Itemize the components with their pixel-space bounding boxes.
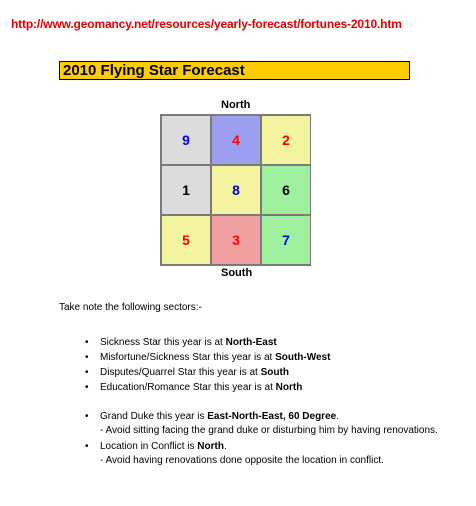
bullet-icon: • bbox=[85, 352, 89, 363]
item-subnote: - Avoid sitting facing the grand duke or disturbing him by having renovations. bbox=[100, 425, 438, 436]
sectors-intro: Take note the following sectors:- bbox=[59, 302, 202, 313]
item-highlight: East-North-East, 60 Degree bbox=[207, 411, 337, 422]
grid-cell bbox=[211, 115, 261, 165]
list-item bbox=[84, 365, 464, 380]
source-url[interactable]: http://www.geomancy.net/resources/yearly-forecast/fortunes-2010.htm bbox=[11, 17, 402, 31]
item-text: Location in Conflict is bbox=[100, 441, 198, 452]
star-number: 7 bbox=[282, 232, 290, 248]
grid-cell bbox=[161, 165, 211, 215]
flying-star-grid bbox=[160, 114, 311, 266]
star-number: 4 bbox=[232, 132, 240, 148]
item-highlight: South-West bbox=[275, 352, 331, 363]
grid-cell bbox=[261, 115, 311, 165]
grid-cell bbox=[261, 165, 311, 215]
list-item bbox=[84, 380, 464, 395]
bullet-icon: • bbox=[85, 441, 89, 452]
star-number: 8 bbox=[232, 182, 240, 198]
page-title: 2010 Flying Star Forecast bbox=[63, 62, 245, 79]
list-item bbox=[84, 350, 464, 365]
grid-cell bbox=[161, 115, 211, 165]
south-label: South bbox=[221, 267, 253, 279]
star-number: 3 bbox=[232, 232, 240, 248]
bullet-icon: • bbox=[85, 367, 89, 378]
item-text: Sickness Star this year is at bbox=[100, 337, 226, 348]
title-banner bbox=[59, 61, 410, 80]
item-highlight: North bbox=[275, 382, 303, 393]
list-item bbox=[84, 439, 464, 467]
north-label: North bbox=[221, 99, 251, 111]
star-number: 6 bbox=[282, 182, 290, 198]
grid-cell bbox=[211, 215, 261, 265]
item-text: Education/Romance Star this year is at bbox=[100, 382, 276, 393]
item-subnote: - Avoid having renovations done opposite the location in conflict. bbox=[100, 455, 384, 466]
item-highlight: North-East bbox=[225, 337, 277, 348]
bullet-icon: • bbox=[85, 382, 89, 393]
grid-cell bbox=[161, 215, 211, 265]
item-tail: . bbox=[223, 441, 227, 452]
grid-cell bbox=[261, 215, 311, 265]
star-number: 5 bbox=[182, 232, 190, 248]
list-item bbox=[84, 335, 464, 350]
sector-list bbox=[84, 335, 464, 395]
list-item bbox=[84, 409, 464, 437]
star-number: 2 bbox=[282, 132, 290, 148]
detail-list bbox=[84, 409, 464, 467]
item-text: Misfortune/Sickness Star this year is at bbox=[100, 352, 276, 363]
item-highlight: South bbox=[260, 367, 289, 378]
bullet-icon: • bbox=[85, 411, 89, 422]
grid-cell bbox=[211, 165, 261, 215]
item-tail: . bbox=[336, 411, 339, 422]
item-text: Grand Duke this year is bbox=[100, 411, 208, 422]
star-number: 1 bbox=[182, 182, 190, 198]
item-text: Disputes/Quarrel Star this year is at bbox=[100, 367, 261, 378]
star-number: 9 bbox=[182, 132, 190, 148]
item-highlight: North bbox=[197, 441, 224, 452]
bullet-icon: • bbox=[85, 337, 89, 348]
